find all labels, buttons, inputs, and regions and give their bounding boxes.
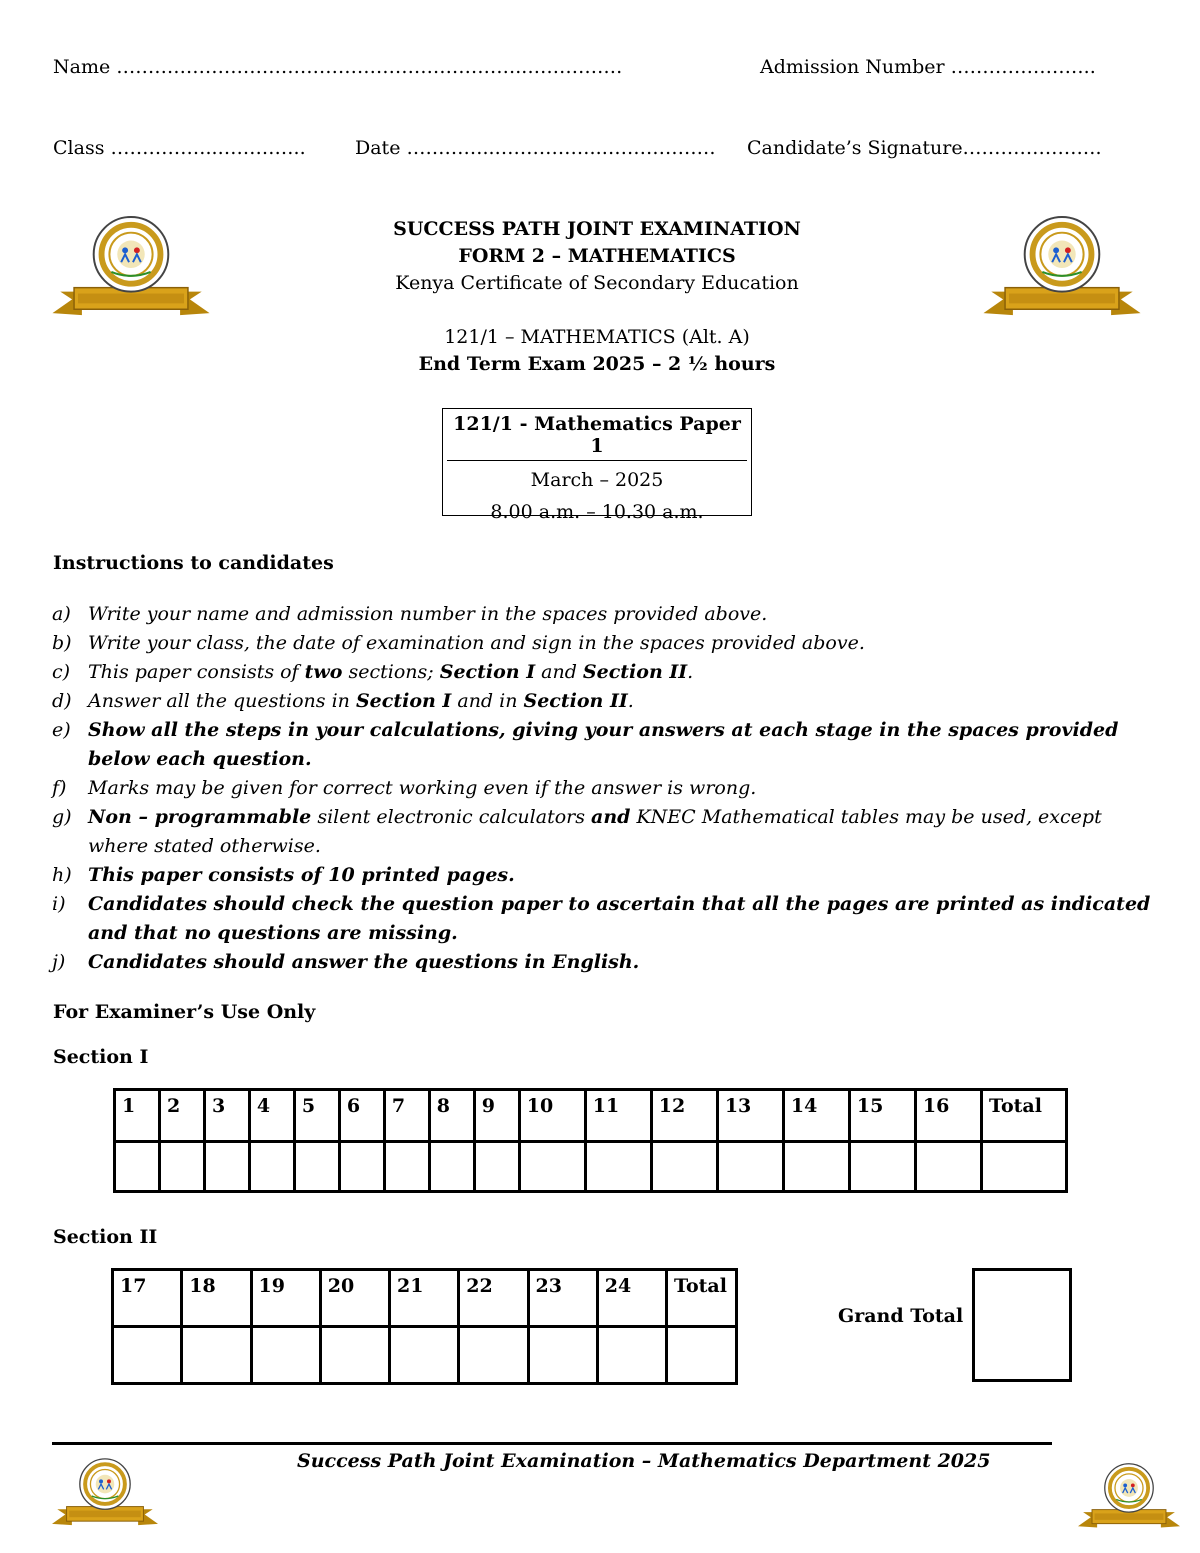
- instruction-plain-text: Answer all the questions in: [88, 690, 356, 712]
- marks-entry-cell[interactable]: [384, 1142, 429, 1192]
- marks-entry-cell[interactable]: [585, 1142, 651, 1192]
- instruction-text: [88, 629, 1152, 658]
- marks-header-cell: 22: [459, 1270, 528, 1327]
- paper-box-month: March – 2025: [530, 469, 664, 491]
- marks-entry-cell[interactable]: [115, 1142, 160, 1192]
- instructions-list: [52, 600, 1152, 977]
- section1-marks-table: [113, 1088, 1068, 1193]
- instruction-item: [52, 774, 1152, 803]
- marks-header-cell: 2: [159, 1090, 204, 1142]
- grand-total-box[interactable]: [972, 1268, 1072, 1382]
- footer-rule: [52, 1442, 1052, 1445]
- instruction-text: [88, 774, 1152, 803]
- instruction-letter: a): [52, 603, 71, 625]
- exam-board: Kenya Certificate of Secondary Education: [395, 272, 799, 294]
- marks-header-cell: 23: [528, 1270, 597, 1327]
- marks-entry-cell[interactable]: [249, 1142, 294, 1192]
- instruction-item: [52, 658, 1152, 687]
- instruction-text: [88, 890, 1152, 948]
- marks-header-cell: 20: [320, 1270, 389, 1327]
- footer-text: Success Path Joint Examination – Mathematics Department 2025: [297, 1450, 991, 1472]
- signature-field[interactable]: Candidate’s Signature………………….: [747, 137, 1102, 159]
- instruction-text: [88, 716, 1152, 774]
- instruction-bold-text: Show all the steps in your calculations, giving your answers at each stage in the spaces provided below each question.: [88, 719, 1119, 770]
- marks-entry-cell[interactable]: [459, 1327, 528, 1384]
- exam-header: [297, 216, 897, 378]
- marks-header-cell: 11: [585, 1090, 651, 1142]
- marks-entry-cell[interactable]: [294, 1142, 339, 1192]
- name-field[interactable]: Name ………………………………………………………..……………: [53, 56, 623, 78]
- marks-header-cell: 18: [182, 1270, 251, 1327]
- instructions-heading: Instructions to candidates: [53, 552, 334, 574]
- marks-entry-cell[interactable]: [159, 1142, 204, 1192]
- marks-header-cell: 13: [717, 1090, 783, 1142]
- instruction-item: [52, 890, 1152, 948]
- instruction-bold-text: Section II: [523, 690, 628, 712]
- instruction-text: [88, 658, 1152, 687]
- marks-entry-cell[interactable]: [651, 1142, 717, 1192]
- instruction-item: [52, 687, 1152, 716]
- school-crest-logo-top-right: [983, 215, 1141, 323]
- marks-entry-cell[interactable]: [113, 1327, 182, 1384]
- marks-header-cell: 5: [294, 1090, 339, 1142]
- marks-entry-cell[interactable]: [429, 1142, 474, 1192]
- instruction-letter: i): [52, 893, 66, 915]
- marks-entry-cell[interactable]: [339, 1142, 384, 1192]
- instruction-letter: b): [52, 632, 72, 654]
- instruction-bold-text: Section I: [355, 690, 452, 712]
- instruction-letter: g): [52, 806, 72, 828]
- instruction-plain-text: KNEC Mathematical tables may be used, except where stated otherwise.: [88, 806, 1102, 857]
- marks-entry-cell[interactable]: [783, 1142, 849, 1192]
- instruction-plain-text: Write your name and admission number in the spaces provided above.: [88, 603, 768, 625]
- instruction-plain-text: and: [535, 661, 583, 683]
- paper-box-title: 121/1 - Mathematics Paper 1: [447, 413, 747, 461]
- instruction-plain-text: and in: [451, 690, 524, 712]
- instruction-bold-text: and: [591, 806, 631, 828]
- marks-header-cell: 15: [849, 1090, 915, 1142]
- section2-label: Section II: [53, 1226, 158, 1248]
- school-crest-logo-bottom-right: [1078, 1460, 1180, 1535]
- marks-entry-cell[interactable]: [717, 1142, 783, 1192]
- instruction-plain-text: .: [627, 690, 634, 712]
- instruction-text: [88, 803, 1152, 861]
- class-field[interactable]: Class ……………..…………..: [53, 137, 306, 159]
- instruction-text: [88, 861, 1152, 890]
- instruction-bold-text: This paper consists of 10 printed pages.: [88, 864, 515, 886]
- marks-entry-cell[interactable]: [982, 1142, 1067, 1192]
- instruction-plain-text: silent electronic calculators: [311, 806, 592, 828]
- instruction-bold-text: Candidates should check the question paper to ascertain that all the pages are printed as indicated and that no questions are missing.: [88, 893, 1151, 944]
- instruction-bold-text: Section II: [582, 661, 688, 683]
- instruction-plain-text: Marks may be given for correct working even if the answer is wrong.: [88, 777, 757, 799]
- marks-entry-cell[interactable]: [597, 1327, 666, 1384]
- paper-box-time: 8.00 a.m. – 10.30 a.m.: [490, 501, 704, 523]
- marks-entry-cell[interactable]: [474, 1142, 519, 1192]
- marks-entry-cell[interactable]: [519, 1142, 585, 1192]
- marks-entry-cell[interactable]: [204, 1142, 249, 1192]
- instruction-text: [88, 948, 1152, 977]
- marks-entry-cell[interactable]: [251, 1327, 320, 1384]
- section2-marks-table: [111, 1268, 738, 1385]
- marks-header-cell: 6: [339, 1090, 384, 1142]
- instruction-letter: j): [52, 951, 66, 973]
- marks-entry-cell[interactable]: [849, 1142, 915, 1192]
- instruction-text: [88, 600, 1152, 629]
- instruction-item: [52, 948, 1152, 977]
- grand-total-label: Grand Total: [838, 1305, 964, 1327]
- marks-header-cell: 17: [113, 1270, 182, 1327]
- paper-info-box: [442, 408, 752, 523]
- instruction-item: [52, 861, 1152, 890]
- marks-header-cell: 19: [251, 1270, 320, 1327]
- marks-header-cell: 14: [783, 1090, 849, 1142]
- marks-header-cell: 1: [115, 1090, 160, 1142]
- marks-header-cell: 12: [651, 1090, 717, 1142]
- marks-header-cell: 4: [249, 1090, 294, 1142]
- examiner-heading: For Examiner’s Use Only: [53, 1001, 316, 1023]
- exam-duration: End Term Exam 2025 – 2 ½ hours: [418, 353, 776, 375]
- instruction-bold-text: Non – programmable: [88, 806, 312, 828]
- marks-header-cell: 8: [429, 1090, 474, 1142]
- instruction-plain-text: .: [687, 661, 694, 683]
- instruction-letter: f): [52, 777, 67, 799]
- instruction-plain-text: sections;: [342, 661, 440, 683]
- instruction-letter: d): [52, 690, 72, 712]
- instruction-letter: h): [52, 864, 72, 886]
- marks-entry-cell[interactable]: [528, 1327, 597, 1384]
- marks-header-cell: 9: [474, 1090, 519, 1142]
- marks-entry-cell[interactable]: [320, 1327, 389, 1384]
- marks-header-cell: 16: [915, 1090, 981, 1142]
- section1-label: Section I: [53, 1046, 149, 1068]
- instruction-text: [88, 687, 1152, 716]
- admission-number-field[interactable]: Admission Number …………………..: [760, 56, 1096, 78]
- instruction-bold-text: two: [304, 661, 343, 683]
- exam-form-subject: FORM 2 – MATHEMATICS: [458, 245, 736, 267]
- instruction-plain-text: This paper consists of: [88, 661, 305, 683]
- instruction-item: [52, 629, 1152, 658]
- date-field[interactable]: Date …………..……………..………………: [355, 137, 716, 159]
- instruction-bold-text: Candidates should answer the questions in English.: [88, 951, 640, 973]
- exam-title: SUCCESS PATH JOINT EXAMINATION: [393, 218, 801, 240]
- instruction-plain-text: Write your class, the date of examination and sign in the spaces provided above.: [88, 632, 865, 654]
- marks-entry-cell[interactable]: [915, 1142, 981, 1192]
- marks-header-cell: 24: [597, 1270, 666, 1327]
- instruction-bold-text: Section I: [439, 661, 536, 683]
- marks-header-cell: 3: [204, 1090, 249, 1142]
- marks-entry-cell[interactable]: [667, 1327, 737, 1384]
- marks-header-cell: Total: [982, 1090, 1067, 1142]
- marks-header-cell: Total: [667, 1270, 737, 1327]
- instruction-letter: e): [52, 719, 71, 741]
- marks-header-cell: 10: [519, 1090, 585, 1142]
- instruction-item: [52, 716, 1152, 774]
- marks-entry-cell[interactable]: [182, 1327, 251, 1384]
- marks-header-cell: 7: [384, 1090, 429, 1142]
- instruction-item: [52, 803, 1152, 861]
- marks-entry-cell[interactable]: [390, 1327, 459, 1384]
- school-crest-logo-top-left: [52, 215, 210, 323]
- marks-header-cell: 21: [390, 1270, 459, 1327]
- instruction-letter: c): [52, 661, 71, 683]
- exam-paper-code: 121/1 – MATHEMATICS (Alt. A): [444, 326, 750, 348]
- instruction-item: [52, 600, 1152, 629]
- school-crest-logo-bottom-left: [52, 1455, 158, 1533]
